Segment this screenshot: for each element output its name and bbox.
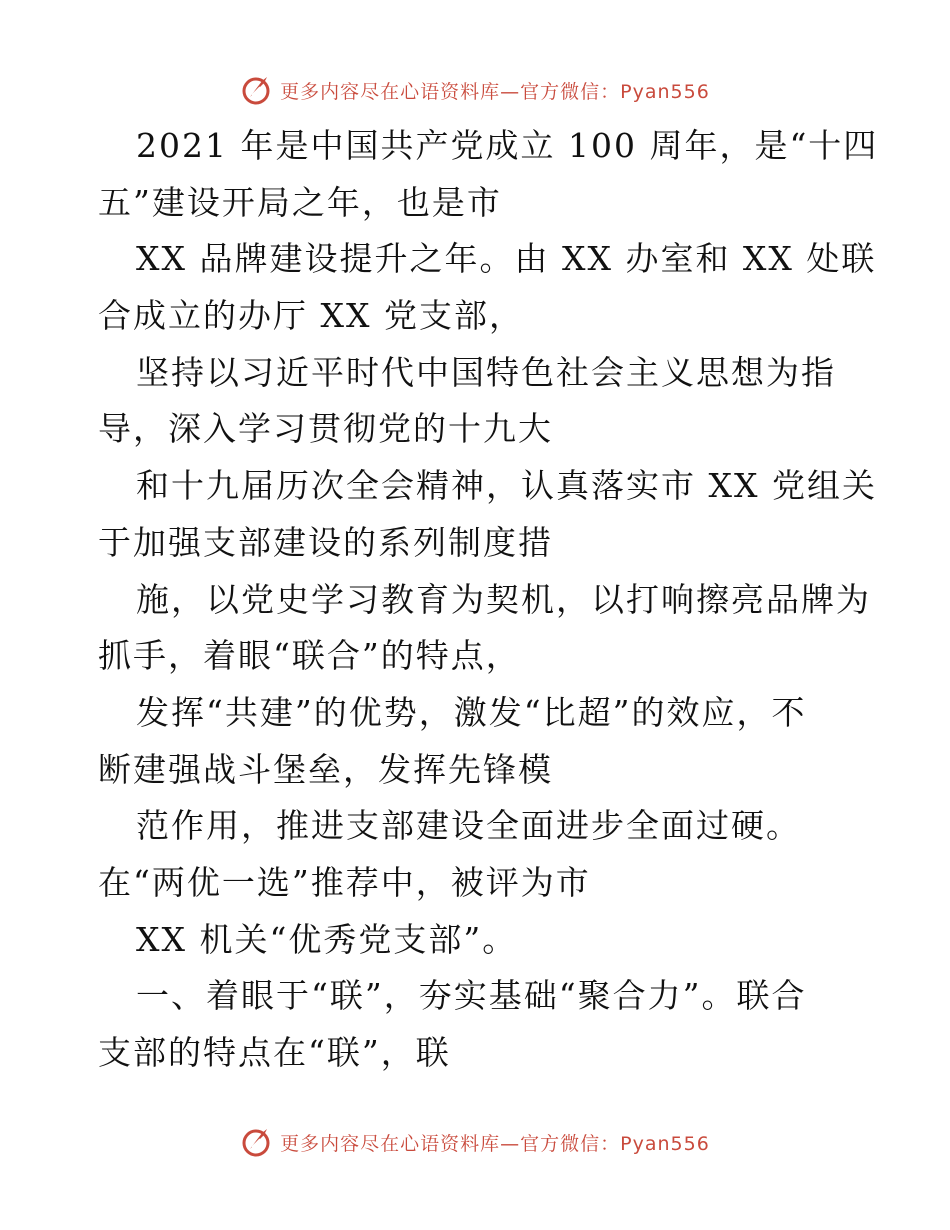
text-line: 施，以党史学习教育为契机，以打响擦亮品牌为 [136, 579, 871, 619]
text-line: 导，深入学习贯彻党的十九大 [98, 409, 553, 449]
text-line: 断建强战斗堡垒，发挥先锋模 [98, 749, 553, 789]
watermark-text: 更多内容尽在心语资料库—官方微信：Pyan556 [280, 1132, 710, 1155]
text-line: 于加强支部建设的系列制度措 [98, 522, 553, 562]
text-line: 发挥“共建”的优势，激发“比超”的效应，不 [136, 692, 807, 732]
quill-logo-icon [240, 1125, 274, 1159]
footer-watermark [0, 1124, 950, 1160]
text-line: 2021 年是中国共产党成立 100 周年，是“十四 [136, 126, 879, 165]
text-line: XX 品牌建设提升之年。由 XX 办室和 XX 处联 [136, 239, 877, 279]
text-line: 五”建设开局之年，也是市 [98, 182, 502, 222]
header-watermark [0, 72, 950, 108]
text-line: 和十九届历次全会精神，认真落实市 XX 党组关 [136, 466, 877, 506]
text-line: 一、着眼于“联”，夯实基础“聚合力”。联合 [136, 976, 807, 1016]
text-line: 抓手，着眼“联合”的特点， [98, 636, 521, 676]
text-line: 坚持以习近平时代中国特色社会主义思想为指 [136, 352, 836, 392]
quill-logo-icon [240, 73, 274, 107]
text-line: 在“两优一选”推荐中，被评为市 [98, 862, 591, 902]
text-line: 支部的特点在“联”，联 [98, 1033, 451, 1072]
text-line: 合成立的办厅 XX 党支部， [98, 296, 524, 336]
text-line: XX 机关“优秀党支部”。 [136, 919, 518, 959]
text-line: 范作用，推进支部建设全面进步全面过硬。 [136, 806, 801, 846]
document-body [98, 118, 879, 1082]
watermark-text: 更多内容尽在心语资料库—官方微信：Pyan556 [280, 80, 710, 103]
